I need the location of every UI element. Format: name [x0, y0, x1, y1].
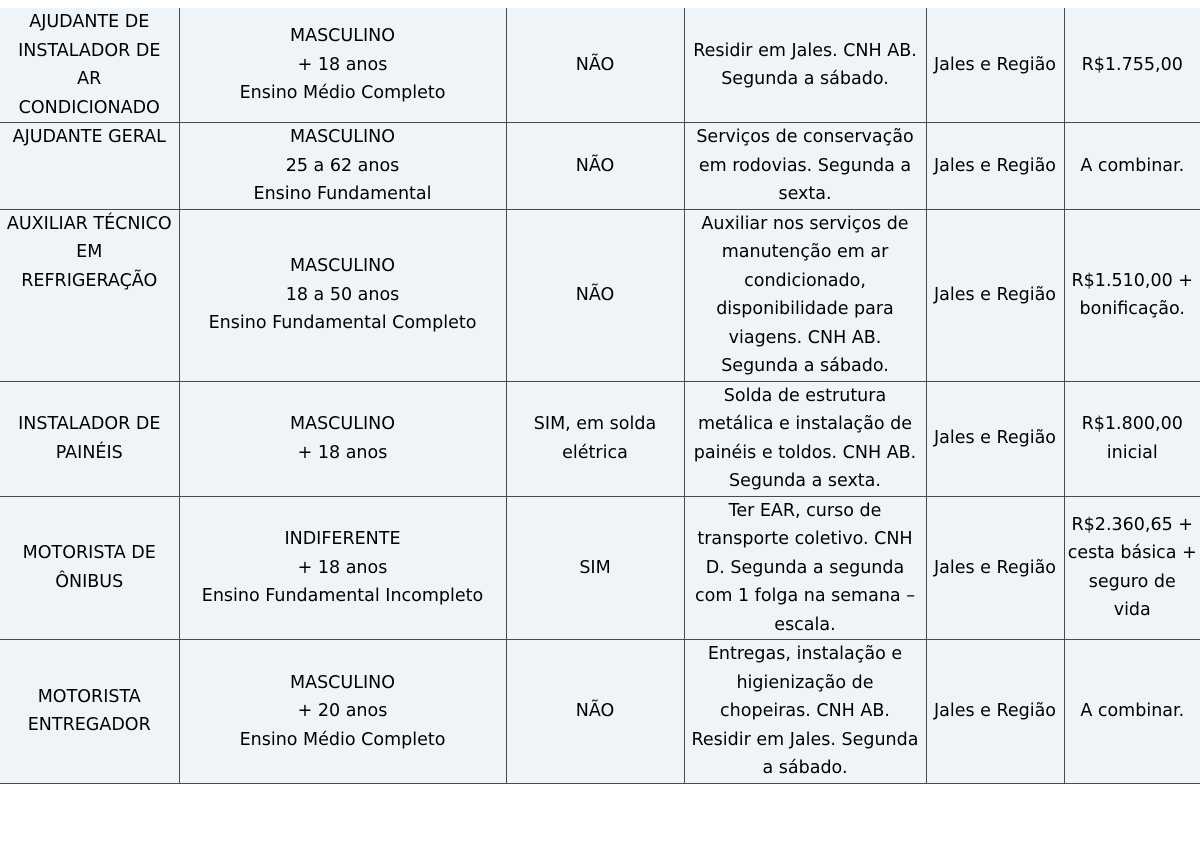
requirement-line: Ensino Médio Completo	[239, 83, 446, 104]
requirements-cell	[179, 8, 506, 123]
requirement-line: + 20 anos	[297, 701, 388, 721]
description-line: Segunda a sábado.	[721, 69, 889, 89]
requirements-cell	[179, 209, 506, 381]
requirement-line: Ensino Médio Completo	[239, 729, 446, 750]
requirement-line: MASCULINO	[290, 672, 395, 693]
location-cell: Jales e Região	[926, 640, 1064, 784]
requirement-line: + 18 anos	[297, 442, 388, 463]
table-row	[0, 640, 1200, 784]
job-title-line: MOTORISTA	[37, 686, 141, 707]
description-line: Segunda a sexta.	[729, 471, 881, 491]
job-title-line: AR	[77, 69, 102, 89]
location-cell: Jales e Região	[926, 381, 1064, 496]
requirements-cell	[179, 123, 506, 210]
salary-line: A combinar.	[1080, 155, 1185, 176]
description-line: Segunda a sábado.	[721, 356, 889, 376]
description-line: a sábado.	[762, 758, 848, 778]
requirement-line: MASCULINO	[290, 414, 395, 434]
experience-cell	[506, 381, 684, 496]
requirement-line: + 18 anos	[297, 557, 388, 578]
description-line: higienização de	[736, 672, 874, 693]
description-line: Residir em Jales. CNH AB.	[693, 40, 917, 61]
requirement-line: Ensino Fundamental	[253, 184, 432, 204]
description-line: em rodovias. Segunda a	[698, 155, 912, 176]
location-cell: Jales e Região	[926, 123, 1064, 210]
job-title-line: REFRIGERAÇÃO	[21, 270, 158, 291]
description-cell	[684, 381, 926, 496]
description-line: Residir em Jales. Segunda	[691, 729, 919, 750]
description-line: metálica e instalação de	[697, 414, 913, 434]
experience-line: NÃO	[575, 701, 615, 721]
job-title-line: MOTORISTA DE	[22, 543, 156, 564]
location-cell: Jales e Região	[926, 209, 1064, 381]
experience-cell	[506, 209, 684, 381]
location-cell: Jales e Região	[926, 8, 1064, 123]
description-line: Auxiliar nos serviços de	[701, 213, 909, 234]
experience-line: SIM, em solda	[533, 414, 657, 434]
description-line: viagens. CNH AB.	[728, 327, 882, 348]
description-line: escala.	[774, 614, 836, 635]
requirement-line: MASCULINO	[290, 256, 395, 277]
job-title-line: EM	[76, 242, 103, 262]
requirement-line: MASCULINO	[290, 127, 395, 147]
job-title-line: PAINÉIS	[55, 442, 123, 463]
table-row	[0, 123, 1200, 210]
requirement-line: MASCULINO	[290, 26, 395, 47]
table-row	[0, 209, 1200, 381]
job-listings-sheet	[0, 8, 1200, 784]
job-title-line: ENTREGADOR	[27, 715, 151, 736]
experience-line: SIM	[579, 557, 611, 578]
description-line: transporte coletivo. CNH	[697, 529, 913, 549]
salary-line: cesta básica +	[1067, 543, 1197, 564]
salary-cell	[1064, 496, 1200, 640]
salary-cell	[1064, 381, 1200, 496]
experience-cell	[506, 640, 684, 784]
description-cell	[684, 123, 926, 210]
job-title-line: INSTALADOR DE	[18, 414, 161, 434]
salary-cell	[1064, 209, 1200, 381]
requirement-line: 25 a 62 anos	[285, 155, 400, 176]
salary-line: vida	[1113, 600, 1151, 621]
description-line: condicionado,	[744, 270, 866, 291]
description-line: D. Segunda a segunda	[705, 557, 905, 578]
requirement-line: Ensino Fundamental Completo	[208, 313, 477, 334]
description-line: Entregas, instalação e	[707, 644, 903, 664]
description-line: sexta.	[778, 184, 832, 204]
experience-line: NÃO	[575, 155, 615, 176]
description-line: painéis e toldos. CNH AB.	[693, 442, 917, 463]
salary-line: bonificação.	[1079, 299, 1185, 319]
description-line: manutenção em ar	[721, 242, 889, 262]
experience-cell	[506, 8, 684, 123]
description-cell	[684, 640, 926, 784]
salary-line: R$1.510,00 +	[1071, 270, 1193, 291]
description-cell	[684, 8, 926, 123]
description-line: Ter EAR, curso de	[728, 500, 882, 521]
table-row	[0, 496, 1200, 640]
job-title-line: AUXILIAR TÉCNICO	[6, 213, 172, 234]
job-title-line: CONDICIONADO	[18, 97, 160, 118]
salary-cell	[1064, 640, 1200, 784]
description-cell	[684, 209, 926, 381]
job-title-cell	[0, 123, 179, 210]
job-title-cell	[0, 209, 179, 381]
requirements-cell	[179, 381, 506, 496]
description-cell	[684, 496, 926, 640]
salary-line: R$1.755,00	[1081, 54, 1183, 75]
table-row	[0, 381, 1200, 496]
requirement-line: INDIFERENTE	[284, 529, 401, 549]
salary-line: A combinar.	[1080, 701, 1185, 721]
description-line: com 1 folga na semana –	[695, 586, 915, 606]
experience-line: NÃO	[575, 54, 615, 75]
experience-cell	[506, 496, 684, 640]
requirement-line: 18 a 50 anos	[285, 284, 400, 305]
location-cell: Jales e Região	[926, 496, 1064, 640]
job-listings-table	[0, 8, 1200, 784]
salary-line: R$1.800,00	[1081, 414, 1183, 434]
experience-line: NÃO	[575, 284, 615, 305]
table-row	[0, 8, 1200, 123]
job-title-cell	[0, 640, 179, 784]
job-title-cell	[0, 381, 179, 496]
requirements-cell	[179, 640, 506, 784]
job-title-line: AJUDANTE DE	[29, 12, 150, 32]
description-line: Solda de estrutura	[723, 385, 887, 406]
experience-line: elétrica	[562, 442, 628, 463]
salary-line: R$2.360,65 +	[1071, 514, 1193, 535]
salary-cell	[1064, 123, 1200, 210]
job-title-cell	[0, 496, 179, 640]
requirements-cell	[179, 496, 506, 640]
requirement-line: Ensino Fundamental Incompleto	[201, 586, 484, 606]
experience-cell	[506, 123, 684, 210]
salary-line: seguro de	[1088, 571, 1176, 592]
description-line: disponibilidade para	[716, 299, 894, 319]
job-title-cell	[0, 8, 179, 123]
description-line: Serviços de conservação	[696, 127, 914, 147]
requirement-line: + 18 anos	[297, 54, 388, 75]
job-title-line: INSTALADOR DE	[18, 40, 161, 61]
job-title-line: AJUDANTE GERAL	[12, 127, 166, 147]
description-line: chopeiras. CNH AB.	[720, 701, 890, 721]
salary-cell	[1064, 8, 1200, 123]
salary-line: inicial	[1106, 442, 1158, 463]
job-title-line: ÔNIBUS	[55, 571, 124, 592]
